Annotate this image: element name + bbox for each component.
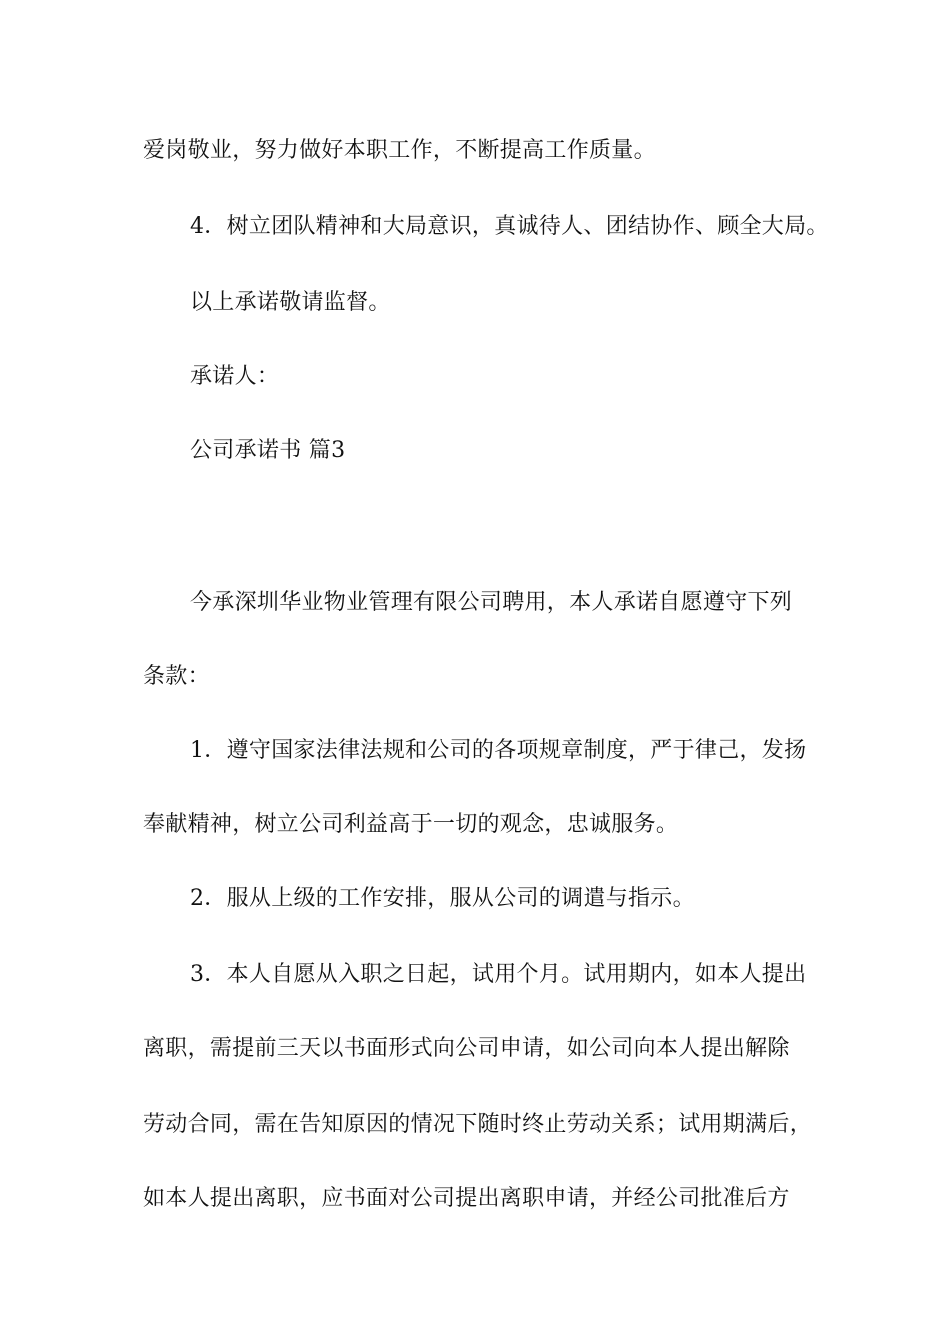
paragraph-line: 如本人提出离职，应书面对公司提出离职申请，并经公司批准后方 xyxy=(143,1186,790,1211)
paragraph-line: 4．树立团队精神和大局意识，真诚待人、团结协作、顾全大局。 xyxy=(190,214,829,239)
paragraph-line: 奉献精神，树立公司利益高于一切的观念，忠诚服务。 xyxy=(143,812,679,837)
signature-label: 承诺人： xyxy=(190,364,280,389)
paragraph-line: 爱岗敬业，努力做好本职工作，不断提高工作质量。 xyxy=(143,138,656,163)
paragraph-line: 条款： xyxy=(143,664,210,689)
paragraph-line: 以上承诺敬请监督。 xyxy=(190,290,391,315)
paragraph-line: 3．本人自愿从入职之日起，试用个月。试用期内，如本人提出 xyxy=(190,962,807,987)
paragraph-line: 劳动合同，需在告知原因的情况下随时终止劳动关系；试用期满后， xyxy=(143,1112,813,1137)
section-heading: 公司承诺书 篇3 xyxy=(190,438,346,463)
paragraph-line: 今承深圳华业物业管理有限公司聘用，本人承诺自愿遵守下列 xyxy=(190,590,793,615)
paragraph-line: 2．服从上级的工作安排，服从公司的调遣与指示。 xyxy=(190,886,695,911)
paragraph-line: 1．遵守国家法律法规和公司的各项规章制度，严于律己，发扬 xyxy=(190,738,807,763)
paragraph-line: 离职，需提前三天以书面形式向公司申请，如公司向本人提出解除 xyxy=(143,1036,790,1061)
